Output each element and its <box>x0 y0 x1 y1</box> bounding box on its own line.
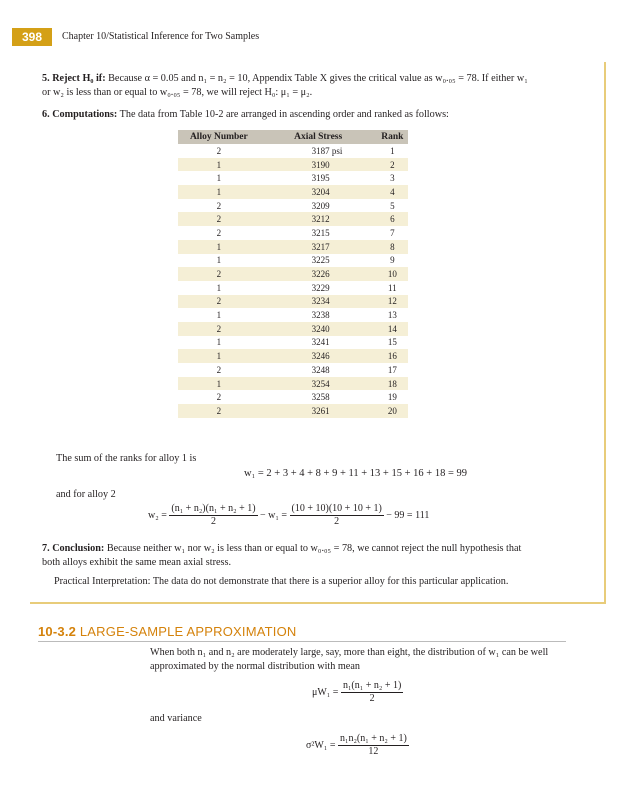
rank-cell: 7 <box>377 226 408 240</box>
rank-cell: 5 <box>377 199 408 213</box>
table-row <box>178 240 408 254</box>
axial-stress-cell: 3195 <box>260 171 377 185</box>
axial-stress-cell: 3226 <box>260 267 377 281</box>
axial-stress-cell: 3254 <box>260 377 377 391</box>
axial-stress-cell: 3209 <box>260 199 377 213</box>
axial-stress-cell: 3246 <box>260 349 377 363</box>
w2-lhs: w₂ = <box>148 509 167 521</box>
w1-equation: w₁ = 2 + 3 + 4 + 8 + 9 + 11 + 13 + 15 + 16 + 18 = 99 <box>244 468 467 479</box>
mean-fraction <box>341 680 403 705</box>
axial-stress-cell: 3190 <box>260 158 377 172</box>
axial-stress-cell: 3204 <box>260 185 377 199</box>
table-row <box>178 158 408 172</box>
alloy-number-cell: 1 <box>178 336 260 350</box>
page-header <box>0 28 639 46</box>
table-row <box>178 144 408 158</box>
rank-cell: 19 <box>377 390 408 404</box>
step-6-label: 6. Computations: <box>42 109 118 120</box>
step-7-text: Because neither w₁ nor w₂ is less than or equal to w₀.₀₅ = 78, we cannot reject the null hypothesis that <box>106 543 522 554</box>
alloy-number-cell: 2 <box>178 404 260 418</box>
step-5-label: 5. Reject H₀ if: <box>42 73 106 84</box>
page-number: 398 <box>12 28 52 46</box>
alloy-number-cell: 1 <box>178 240 260 254</box>
axial-stress-cell: 3212 <box>260 212 377 226</box>
axial-stress-cell: 3225 <box>260 254 377 268</box>
rank-cell: 16 <box>377 349 408 363</box>
step-7-label: 7. Conclusion: <box>42 543 105 554</box>
alloy-number-cell: 1 <box>178 281 260 295</box>
variance-text: and variance <box>150 713 202 724</box>
rank-cell: 2 <box>377 158 408 172</box>
table-row <box>178 267 408 281</box>
table-row <box>178 363 408 377</box>
alloy-number-cell: 2 <box>178 295 260 309</box>
rank-cell: 8 <box>377 240 408 254</box>
fraction-denominator: 12 <box>368 746 379 757</box>
rank-cell: 11 <box>377 281 408 295</box>
w2-mid: − w₁ = <box>260 509 288 521</box>
alloy-number-cell: 2 <box>178 267 260 281</box>
table-row <box>178 212 408 226</box>
axial-stress-cell: 3241 <box>260 336 377 350</box>
rank-cell: 20 <box>377 404 408 418</box>
axial-stress-cell: 3215 <box>260 226 377 240</box>
table-row <box>178 171 408 185</box>
section-heading <box>38 624 566 642</box>
step-7-text-2: both alloys exhibit the same mean axial stress. <box>42 557 231 568</box>
rank-cell: 13 <box>377 308 408 322</box>
axial-stress-cell: 3234 <box>260 295 377 309</box>
rank-cell: 18 <box>377 377 408 391</box>
rank-cell: 15 <box>377 336 408 350</box>
axial-stress-cell: 3258 <box>260 390 377 404</box>
variance-fraction <box>338 733 409 758</box>
alloy-number-cell: 2 <box>178 226 260 240</box>
step-7 <box>42 542 574 570</box>
step-5-text: Because α = 0.05 and n₁ = n₂ = 10, Appendix Table X gives the critical value as w₀.₀₅ = 78. If either w₁ <box>108 73 528 84</box>
axial-stress-cell: 3240 <box>260 322 377 336</box>
alloy-number-cell: 1 <box>178 185 260 199</box>
table-row <box>178 199 408 213</box>
table-row <box>178 377 408 391</box>
alloy-number-cell: 2 <box>178 363 260 377</box>
alloy2-text: and for alloy 2 <box>56 489 116 500</box>
table-row <box>178 295 408 309</box>
variance-lhs: σ²W₁ = <box>306 739 336 751</box>
step-6 <box>42 108 574 122</box>
table-row <box>178 185 408 199</box>
table-row <box>178 390 408 404</box>
table-row <box>178 322 408 336</box>
alloy-number-cell: 2 <box>178 212 260 226</box>
table-row <box>178 404 408 418</box>
w2-fraction-1 <box>169 503 257 528</box>
alloy-number-cell: 1 <box>178 158 260 172</box>
axial-stress-cell: 3238 <box>260 308 377 322</box>
mean-equation <box>312 680 403 705</box>
rank-cell: 14 <box>377 322 408 336</box>
alloy-number-cell: 2 <box>178 199 260 213</box>
rank-cell: 9 <box>377 254 408 268</box>
alloy-number-cell: 2 <box>178 144 260 158</box>
rank-cell: 3 <box>377 171 408 185</box>
chapter-title: Chapter 10/Statistical Inference for Two Samples <box>62 31 260 42</box>
rank-cell: 10 <box>377 267 408 281</box>
practical-interpretation: Practical Interpretation: The data do not demonstrate that there is a superior alloy for this particular application. <box>54 576 509 587</box>
column-header: Rank <box>377 130 408 144</box>
table-body <box>178 144 408 418</box>
mean-lhs: μW₁ = <box>312 686 339 698</box>
w2-rhs: − 99 = 111 <box>386 509 430 521</box>
axial-stress-cell: 3229 <box>260 281 377 295</box>
rank-cell: 17 <box>377 363 408 377</box>
section-number: 10-3.2 <box>38 624 77 639</box>
alloy-number-cell: 1 <box>178 377 260 391</box>
table-row <box>178 349 408 363</box>
alloy-number-cell: 2 <box>178 322 260 336</box>
axial-stress-cell: 3187 psi <box>260 144 377 158</box>
fraction-denominator: 2 <box>210 516 216 527</box>
body-paragraph: When both n₁ and n₂ are moderately large, say, more than eight, the distribution of w₁ can be well approximated by the normal distribution with mean <box>150 647 549 672</box>
fraction-denominator: 2 <box>369 693 375 704</box>
rank-cell: 4 <box>377 185 408 199</box>
step-5-text-2: or w₂ is less than or equal to w₀.₀₅ = 78, we will reject H₀: μ₁ = μ₂. <box>42 87 313 98</box>
fraction-numerator: n₁(n₁ + n₂ + 1) <box>342 680 402 691</box>
alloy-number-cell: 1 <box>178 349 260 363</box>
axial-stress-cell: 3248 <box>260 363 377 377</box>
column-header: Alloy Number <box>178 130 260 144</box>
w2-fraction-2 <box>290 503 384 528</box>
w2-equation <box>148 503 429 528</box>
section-title: LARGE-SAMPLE APPROXIMATION <box>79 624 297 639</box>
fraction-numerator: (n₁ + n₂)(n₁ + n₂ + 1) <box>171 503 256 514</box>
step-6-text: The data from Table 10-2 are arranged in ascending order and ranked as follows: <box>119 109 449 120</box>
sum-text: The sum of the ranks for alloy 1 is <box>56 453 197 464</box>
table-row <box>178 254 408 268</box>
variance-equation <box>306 733 409 758</box>
alloy-number-cell: 2 <box>178 390 260 404</box>
alloy-number-cell: 1 <box>178 171 260 185</box>
fraction-numerator: (10 + 10)(10 + 10 + 1) <box>291 503 382 514</box>
rank-cell: 1 <box>377 144 408 158</box>
column-header: Axial Stress <box>260 130 377 144</box>
table-row <box>178 226 408 240</box>
axial-stress-cell: 3217 <box>260 240 377 254</box>
step-5 <box>42 72 574 100</box>
axial-stress-cell: 3261 <box>260 404 377 418</box>
rank-table-wrap <box>178 130 408 418</box>
alloy-number-cell: 1 <box>178 308 260 322</box>
table-row <box>178 336 408 350</box>
alloy-number-cell: 1 <box>178 254 260 268</box>
table-row <box>178 281 408 295</box>
table-row <box>178 308 408 322</box>
rank-cell: 6 <box>377 212 408 226</box>
fraction-numerator: n₁n₂(n₁ + n₂ + 1) <box>339 733 407 744</box>
fraction-denominator: 2 <box>334 516 340 527</box>
table-header-row <box>178 130 408 144</box>
rank-table <box>178 130 408 418</box>
rank-cell: 12 <box>377 295 408 309</box>
